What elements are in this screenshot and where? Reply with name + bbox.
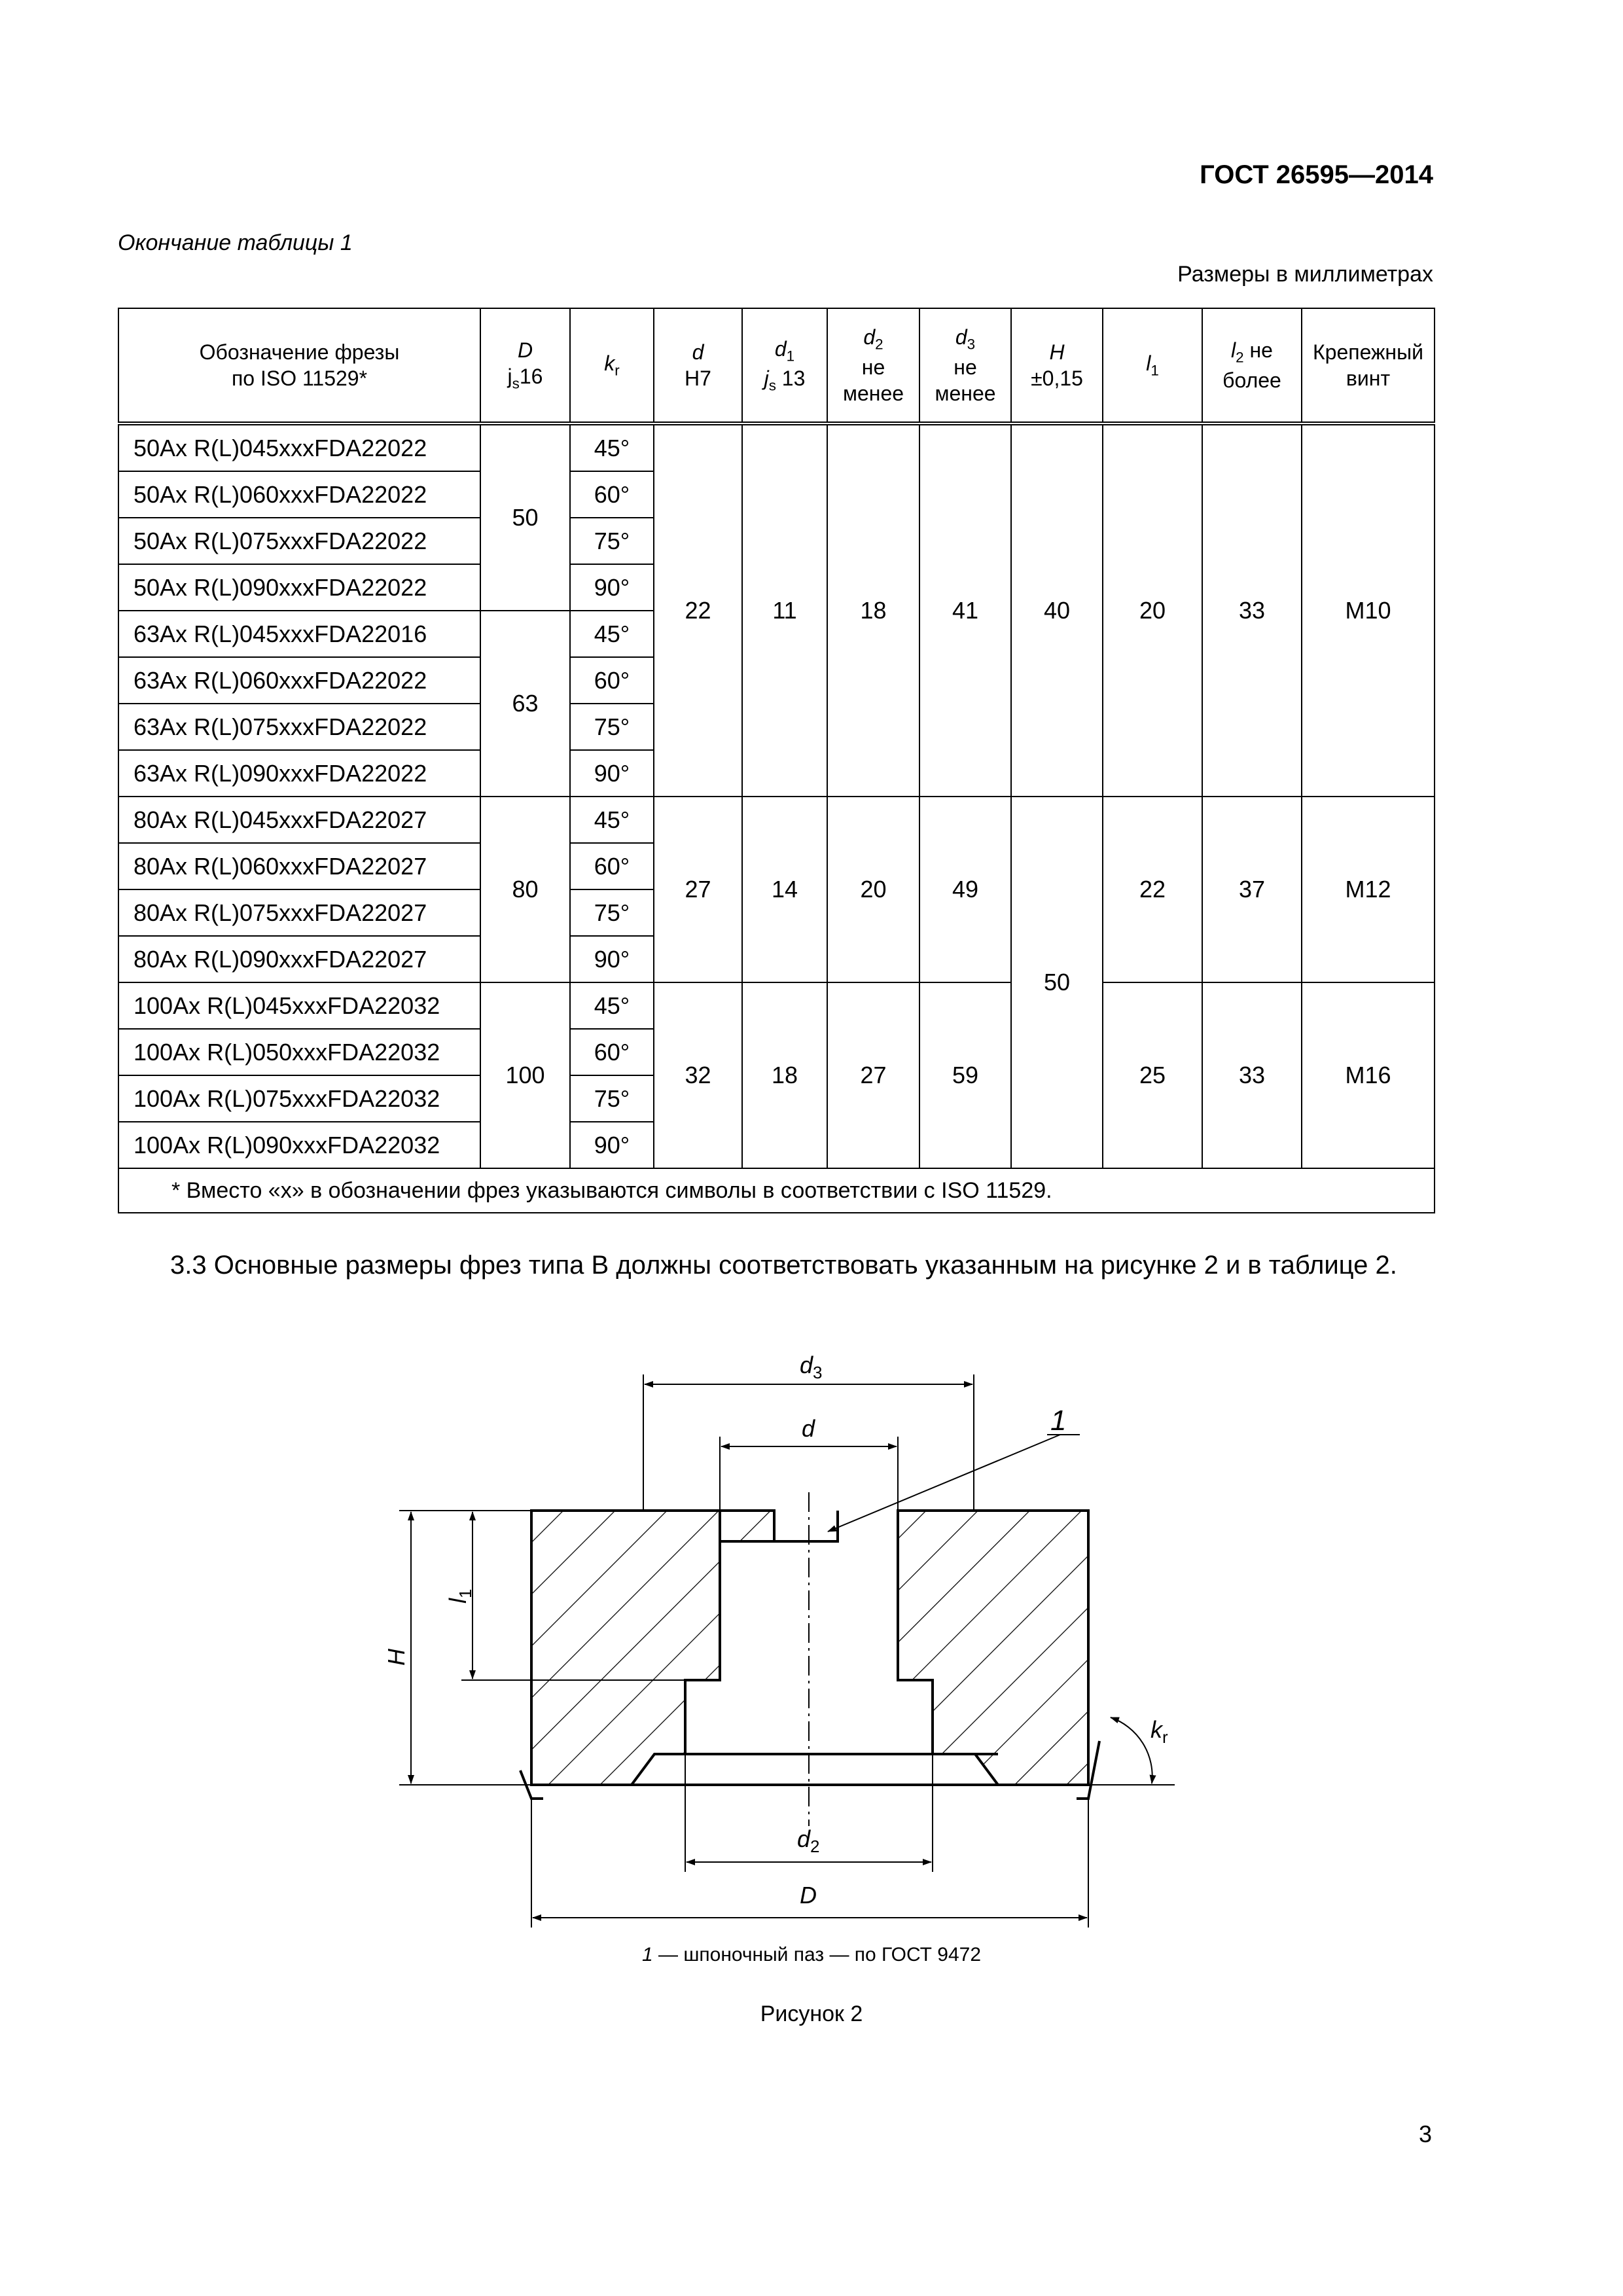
screw-cell: M12 [1302, 797, 1435, 982]
l1-cell: 20 [1103, 423, 1202, 797]
d2-cell: 27 [827, 982, 919, 1168]
D-cell: 63 [480, 611, 570, 797]
l1-cell: 22 [1103, 797, 1202, 982]
designation-cell: 63Ax R(L)090xxxFDA22022 [118, 750, 480, 797]
designation-cell: 80Ax R(L)075xxxFDA22027 [118, 889, 480, 936]
l2-cell: 37 [1202, 797, 1302, 982]
angle-cell: 45° [570, 797, 654, 843]
angle-cell: 75° [570, 518, 654, 564]
angle-cell: 90° [570, 564, 654, 611]
angle-cell: 45° [570, 423, 654, 471]
H-label: H [383, 1649, 410, 1666]
document-code: ГОСТ 26595—2014 [1200, 160, 1433, 189]
d-label: d [802, 1415, 815, 1442]
designation-cell: 63Ax R(L)075xxxFDA22022 [118, 704, 480, 750]
angle-cell: 60° [570, 657, 654, 704]
angle-cell: 75° [570, 1075, 654, 1122]
designation-cell: 100Ax R(L)075xxxFDA22032 [118, 1075, 480, 1122]
d2-label: $d_2$ [797, 1825, 820, 1856]
d-cell: 27 [654, 797, 742, 982]
d1-cell: 11 [742, 423, 827, 797]
angle-cell: 60° [570, 843, 654, 889]
designation-cell: 80Ax R(L)045xxxFDA22027 [118, 797, 480, 843]
l2-cell: 33 [1202, 423, 1302, 797]
angle-cell: 90° [570, 750, 654, 797]
designation-cell: 63Ax R(L)045xxxFDA22016 [118, 611, 480, 657]
col-d: d H7 [654, 308, 742, 423]
kr-label: $k_r$ [1150, 1716, 1168, 1747]
D-cell: 80 [480, 797, 570, 982]
designation-cell: 100Ax R(L)045xxxFDA22032 [118, 982, 480, 1029]
screw-cell: M16 [1302, 982, 1435, 1168]
D-cell: 50 [480, 423, 570, 611]
angle-cell: 60° [570, 471, 654, 518]
keyway-slot [774, 1511, 838, 1541]
table-continuation-caption: Окончание таблицы 1 [118, 230, 353, 255]
cutter-body-left [531, 1511, 774, 1785]
d1-cell: 18 [742, 982, 827, 1168]
angle-cell: 75° [570, 889, 654, 936]
designation-cell: 50Ax R(L)090xxxFDA22022 [118, 564, 480, 611]
D-label: D [800, 1882, 817, 1909]
col-D: D $j_s16$ [480, 308, 570, 423]
designation-cell: 80Ax R(L)060xxxFDA22027 [118, 843, 480, 889]
col-l2: $l_2$ не более [1202, 308, 1302, 423]
col-screw: Крепежный винт [1302, 308, 1435, 423]
angle-cell: 90° [570, 936, 654, 982]
angle-cell: 60° [570, 1029, 654, 1075]
col-d3: $d_3$ не менее [919, 308, 1011, 423]
units-note: Размеры в миллиметрах [1177, 262, 1433, 287]
col-designation: Обозначение фрезы по ISO 11529* [118, 308, 480, 423]
designation-cell: 63Ax R(L)060xxxFDA22022 [118, 657, 480, 704]
designation-cell: 100Ax R(L)090xxxFDA22032 [118, 1122, 480, 1168]
table-footnote: * Вместо «х» в обозначении фрез указываются символы в соответствии с ISO 11529. [118, 1168, 1435, 1213]
col-kr: $k_r$ [570, 308, 654, 423]
figure-legend: 1 — шпоночный паз — по ГОСТ 9472 [641, 1944, 982, 1965]
kr-angle-arc [1111, 1717, 1152, 1784]
angle-cell: 45° [570, 982, 654, 1029]
col-l1: $l_1$ [1103, 308, 1202, 423]
callout-number: 1 [1050, 1405, 1067, 1437]
designation-cell: 100Ax R(L)050xxxFDA22032 [118, 1029, 480, 1075]
d3-cell: 59 [919, 982, 1011, 1168]
H-cell: 50 [1011, 797, 1103, 1168]
d3-cell: 49 [919, 797, 1011, 982]
angle-cell: 45° [570, 611, 654, 657]
designation-cell: 50Ax R(L)060xxxFDA22022 [118, 471, 480, 518]
D-cell: 100 [480, 982, 570, 1168]
d2-cell: 20 [827, 797, 919, 982]
H-cell: 40 [1011, 423, 1103, 797]
d2-cell: 18 [827, 423, 919, 797]
l2-cell: 33 [1202, 982, 1302, 1168]
d3-cell: 41 [919, 423, 1011, 797]
d1-cell: 14 [742, 797, 827, 982]
d-cell: 32 [654, 982, 742, 1168]
figure-title: Рисунок 2 [760, 2001, 863, 2026]
page-number: 3 [1419, 2121, 1433, 2147]
angle-cell: 90° [570, 1122, 654, 1168]
designation-cell: 50Ax R(L)075xxxFDA22022 [118, 518, 480, 564]
d3-label: $d_3$ [800, 1352, 823, 1382]
paragraph-text: 3.3 Основные размеры фрез типа В должны соответствовать указанным на рисунке 2 и в таблице 2. [170, 1251, 1397, 1280]
l1-cell: 25 [1103, 982, 1202, 1168]
screw-cell: M10 [1302, 423, 1435, 797]
col-d2: $d_2$ не менее [827, 308, 919, 423]
designation-cell: 80Ax R(L)090xxxFDA22027 [118, 936, 480, 982]
col-d1: $d_1$ $j_s$ 13 [742, 308, 827, 423]
l1-label: $l_1$ [444, 1588, 475, 1604]
d-cell: 22 [654, 423, 742, 797]
col-H: H ±0,15 [1011, 308, 1103, 423]
angle-cell: 75° [570, 704, 654, 750]
cutter-body-right [898, 1511, 1088, 1785]
designation-cell: 50Ax R(L)045xxxFDA22022 [118, 423, 480, 471]
